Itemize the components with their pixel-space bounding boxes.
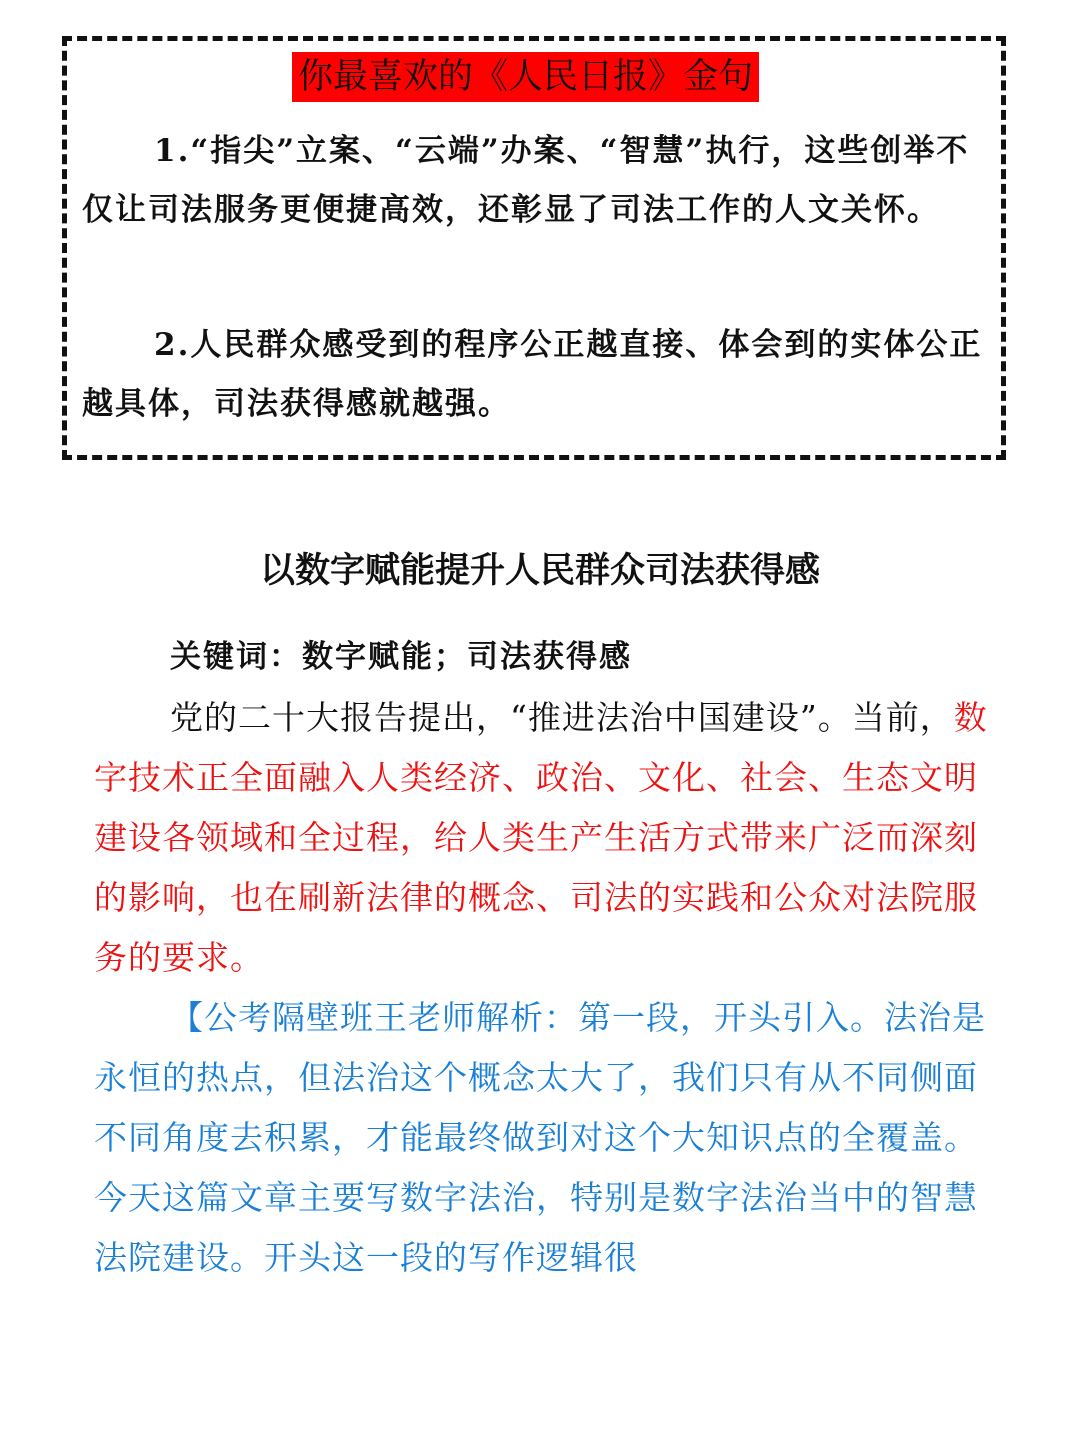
- quote-box-header: 你最喜欢的《人民日报》金句: [292, 52, 759, 102]
- article-keywords: 关键词：数字赋能；司法获得感: [170, 639, 632, 675]
- quote-item-1: 1.“指尖”立案、“云端”办案、“智慧”执行，这些创举不仅让司法服务更便捷高效，还彰显了司法工作的人文关怀。: [82, 133, 970, 228]
- analysis-paragraph: 【公考隔壁班王老师解析：第一段，开头引入。法治是永恒的热点，但法治这个概念太大了，我们只有从不同侧面不同角度去积累，才能最终做到对这个大知识点的全覆盖。今天这篇文章主要写数字法治，特别是数字法治当中的智慧法院建设。开头这一段的写作逻辑很: [94, 998, 986, 1277]
- quote-item-2: 2.人民群众感受到的程序公正越直接、体会到的实体公正越具体，司法获得感就越强。: [82, 327, 983, 422]
- article-title: 以数字赋能提升人民群众司法获得感: [259, 551, 820, 591]
- intro-paragraph: [94, 688, 988, 988]
- intro-text: 党的二十大报告提出，“推进法治中国建设”。当前，: [170, 698, 954, 737]
- intro-highlight-text: 数字技术正全面融入人类经济、政治、文化、社会、生态文明建设各领域和全过程，给人类生产生活方式带来广泛而深刻的影响，也在刷新法律的概念、司法的实践和公众对法院服务的要求。: [94, 698, 988, 977]
